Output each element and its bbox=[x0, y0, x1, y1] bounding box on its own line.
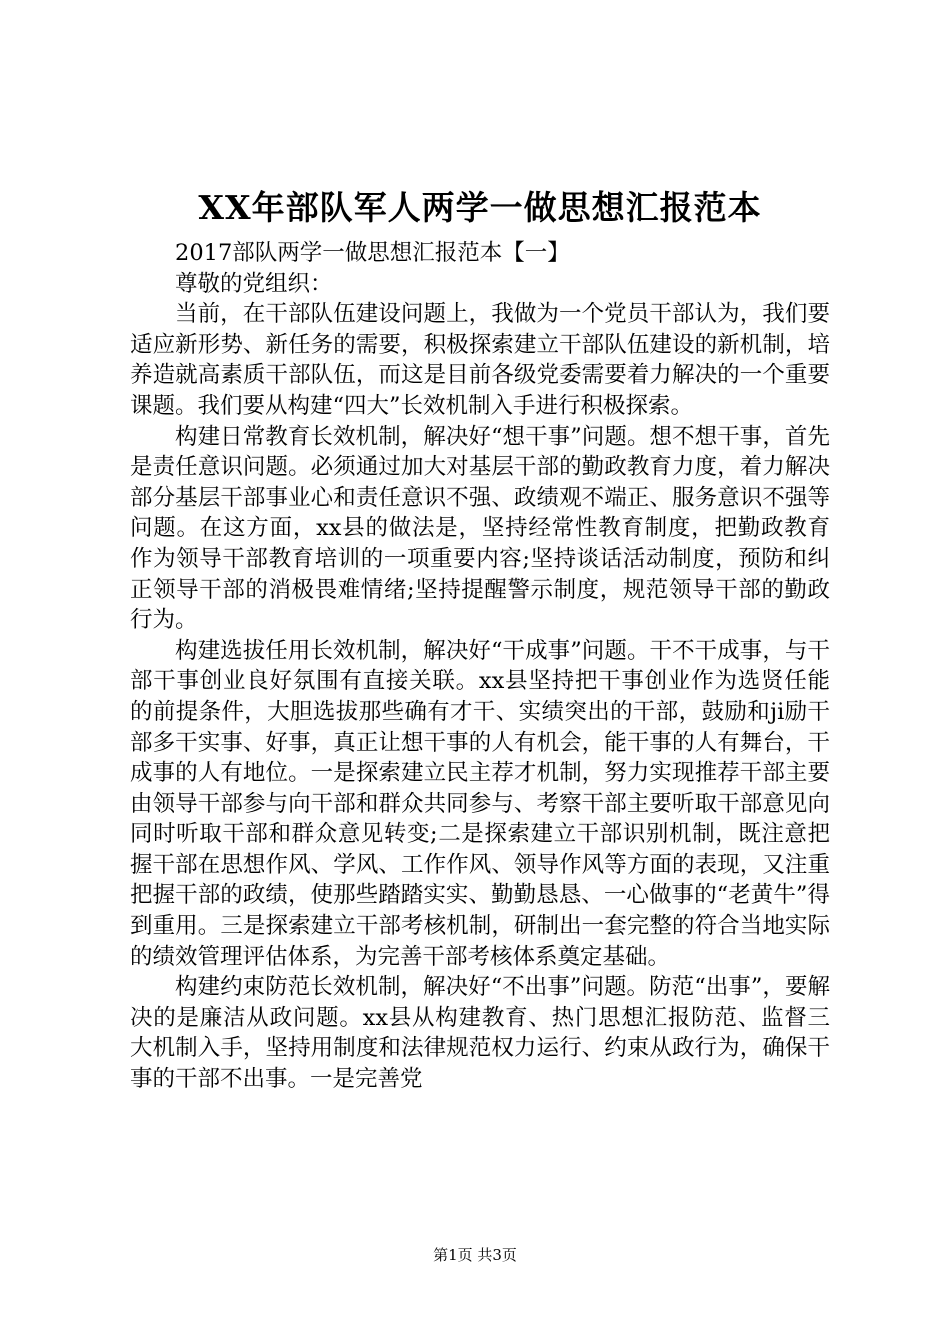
document-subtitle: 2017部队两学一做思想汇报范本【一】 bbox=[175, 240, 570, 266]
salutation: 尊敬的党组织： bbox=[175, 270, 333, 297]
document-body bbox=[130, 238, 830, 1095]
document-title: XX年部队军人两学一做思想汇报范本 bbox=[198, 188, 762, 227]
paragraph: 构建约束防范长效机制，解决好“不出事”问题。防范“出事”，要解决的是廉洁从政问题。xx县从构建教育、热门思想汇报防范、监督三大机制入手，坚持用制度和法律规范权力运行、约束从政行为，确保干事的干部不出事。一是完善党 bbox=[130, 974, 830, 1093]
paragraph: 构建选拔任用长效机制，解决好“干成事”问题。干不干成事，与干部干事创业良好氛围有直接关联。xx县坚持把干事创业作为选贤任能的前提条件，大胆选拔那些确有才干、实绩突出的干部，鼓励和ji励干部多干实事、好事，真正让想干事的人有机会，能干事的人有舞台，干成事的人有地位。一是探索建立民主荐才机制，努力实现推荐干部主要由领导干部参与向干部和群众共同参与、考察干部主要听取干部意见向同时听取干部和群众意见转变;二是探索建立干部识别机制，既注意把握干部在思想作风、学风、工作作风、领导作风等方面的表现，又注重把握干部的政绩，使那些踏踏实实、勤勤恳恳、一心做事的“老黄牛”得到重用。三是探索建立干部考核机制，研制出一套完整的符合当地实际的绩效管理评估体系，为完善干部考核体系奠定基础。 bbox=[130, 637, 830, 970]
page-number-footer: 第1页 共3页 bbox=[433, 1246, 517, 1264]
paragraph: 当前，在干部队伍建设问题上，我做为一个党员干部认为，我们要适应新形势、新任务的需要，积极探索建立干部队伍建设的新机制，培养造就高素质干部队伍，而这是目前各级党委需要着力解决的一个重要课题。我们要从构建“四大”长效机制入手进行积极探索。 bbox=[130, 301, 830, 419]
paragraph: 构建日常教育长效机制，解决好“想干事”问题。想不想干事，首先是责任意识问题。必须通过加大对基层干部的勤政教育力度，着力解决部分基层干部事业心和责任意识不强、政绩观不端正、服务意识不强等问题。在这方面，xx县的做法是，坚持经常性教育制度，把勤政教育作为领导干部教育培训的一项重要内容;坚持谈话活动制度，预防和纠正领导干部的消极畏难情绪;坚持提醒警示制度，规范领导干部的勤政行为。 bbox=[130, 423, 830, 634]
